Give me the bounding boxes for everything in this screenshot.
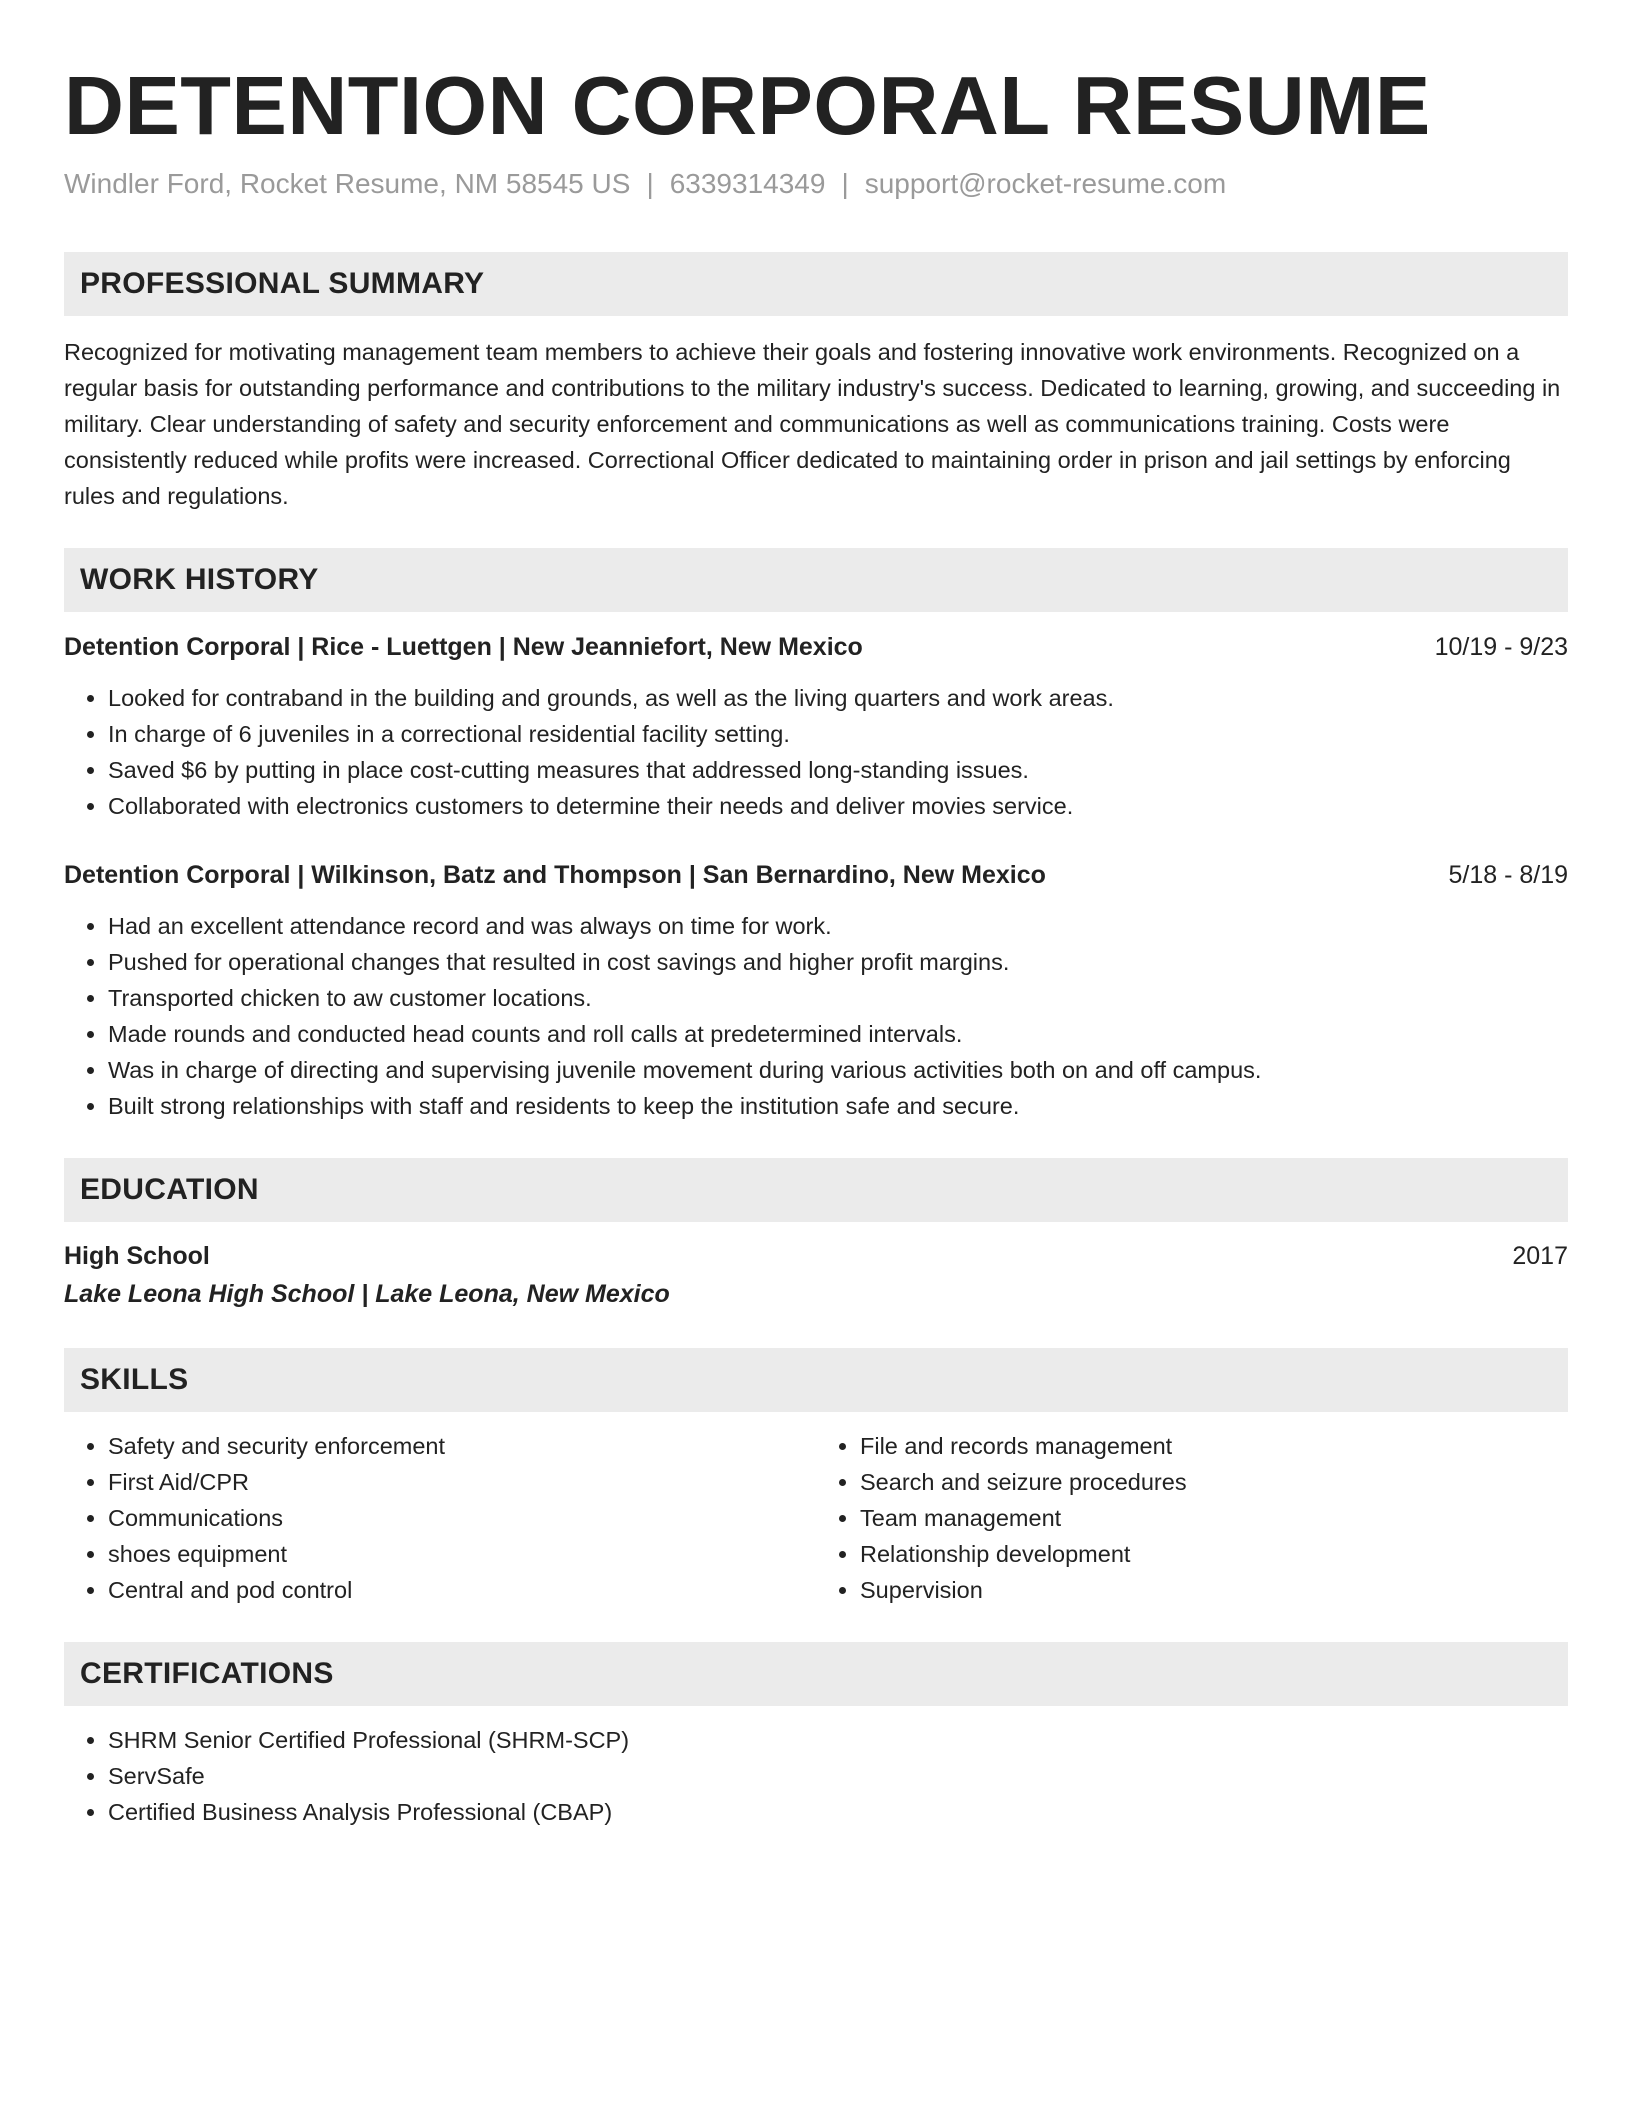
certifications-list — [64, 1722, 1568, 1830]
certification-item: • SHRM Senior Certified Professional (SHRM-SCP) — [108, 1722, 1568, 1758]
skill-item: • Communications — [108, 1500, 816, 1536]
section-header-summary: PROFESSIONAL SUMMARY — [64, 252, 1568, 316]
job-bullet: • Transported chicken to aw customer locations. — [108, 980, 1568, 1016]
section-header-certifications: CERTIFICATIONS — [64, 1642, 1568, 1706]
skill-item: • Central and pod control — [108, 1572, 816, 1608]
education-degree: High School — [64, 1242, 210, 1270]
certification-item: • ServSafe — [108, 1758, 1568, 1794]
job-entry-header — [64, 630, 1568, 664]
skill-item: • Relationship development — [860, 1536, 1568, 1572]
job-dates: 10/19 - 9/23 — [1434, 633, 1568, 661]
job-bullet: • Built strong relationships with staff and residents to keep the institution safe and secure. — [108, 1088, 1568, 1124]
job-bullet: • Looked for contraband in the building and grounds, as well as the living quarters and work areas. — [108, 680, 1568, 716]
skills-column-left — [64, 1428, 816, 1608]
skills-column-right — [816, 1428, 1568, 1608]
skill-item: • Team management — [860, 1500, 1568, 1536]
skills-grid — [64, 1428, 1568, 1608]
job-bullets — [64, 680, 1568, 824]
job-entry-header — [64, 858, 1568, 892]
contact-separator: | — [841, 168, 849, 199]
education-school: Lake Leona High School | Lake Leona, New Mexico — [64, 1280, 670, 1308]
summary-text: Recognized for motivating management team members to achieve their goals and fostering innovative work environments. Recognized on a regular basis for outstanding performance and contributions to the military industry's success. Dedicated to learning, growing, and succeeding in military. Clear understanding of safety and security enforcement and communications as well as communications training. Costs were consistently reduced while profits were increased. Correctional Officer dedicated to maintaining order in prison and jail settings by enforcing rules and regulations. — [64, 339, 1561, 509]
skill-item: • First Aid/CPR — [108, 1464, 816, 1500]
contact-separator: | — [646, 168, 654, 199]
section-header-skills: SKILLS — [64, 1348, 1568, 1412]
contact-email: support@rocket-resume.com — [864, 168, 1227, 199]
job-bullet: • Saved $6 by putting in place cost-cutting measures that addressed long-standing issues. — [108, 752, 1568, 788]
contact-line — [64, 166, 1568, 202]
skill-item: • Supervision — [860, 1572, 1568, 1608]
contact-phone: 6339314349 — [669, 168, 826, 199]
skill-item: • shoes equipment — [108, 1536, 816, 1572]
job-bullets — [64, 908, 1568, 1124]
job-bullet: • Collaborated with electronics customers to determine their needs and deliver movies service. — [108, 788, 1568, 824]
job-bullet: • In charge of 6 juveniles in a correctional residential facility setting. — [108, 716, 1568, 752]
certification-item: • Certified Business Analysis Professional (CBAP) — [108, 1794, 1568, 1830]
education-year: 2017 — [1512, 1242, 1568, 1270]
job-bullet: • Made rounds and conducted head counts and roll calls at predetermined intervals. — [108, 1016, 1568, 1052]
skill-item: • Search and seizure procedures — [860, 1464, 1568, 1500]
skill-item: • File and records management — [860, 1428, 1568, 1464]
job-bullet: • Was in charge of directing and supervising juvenile movement during various activities both on and off campus. — [108, 1052, 1568, 1088]
job-bullet: • Had an excellent attendance record and was always on time for work. — [108, 908, 1568, 944]
job-title: Detention Corporal | Rice - Luettgen | New Jeanniefort, New Mexico — [64, 633, 863, 661]
job-title: Detention Corporal | Wilkinson, Batz and Thompson | San Bernardino, New Mexico — [64, 861, 1046, 889]
section-header-education: EDUCATION — [64, 1158, 1568, 1222]
skill-item: • Safety and security enforcement — [108, 1428, 816, 1464]
contact-address: Windler Ford, Rocket Resume, NM 58545 US — [64, 168, 631, 199]
resume-title: DETENTION CORPORAL RESUME — [64, 59, 1431, 152]
job-bullet: • Pushed for operational changes that resulted in cost savings and higher profit margins. — [108, 944, 1568, 980]
job-dates: 5/18 - 8/19 — [1448, 861, 1568, 889]
section-header-work-history: WORK HISTORY — [64, 548, 1568, 612]
education-entry-header — [64, 1238, 1568, 1274]
